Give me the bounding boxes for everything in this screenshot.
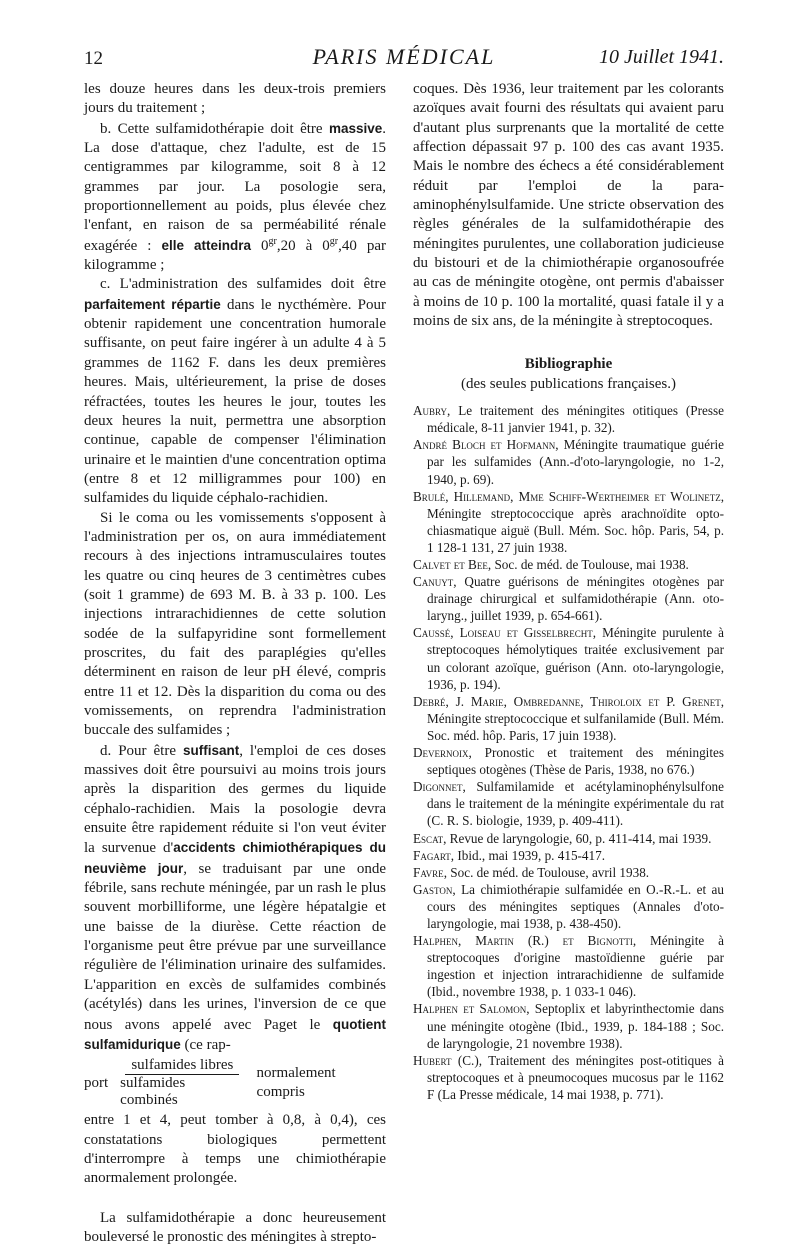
- right-column: [413, 80, 724, 1103]
- reference-entry: Halphen et Salomon, Septoplix et labyrinthectomie dans une méningite otogène (Ibid., 1939, p. 184-188 ; Soc. de laryngologie, 21 novembre 1938).: [413, 1001, 724, 1051]
- reference-entry: Hubert (C.), Traitement des méningites post-otitiques à streptocoques et à pneumocoques mucosus par le 1162 F (La Presse médicale, 14 mai 1938, p. 771).: [413, 1052, 724, 1102]
- reference-entry: André Bloch et Hofmann, Méningite traumatique guérie par les sulfamides (Ann.-d'oto-laryngologie, no 1-2, 1940, p. 69).: [413, 437, 724, 487]
- reference-entry: Halphen, Martin (R.) et Bignotti, Méningite à streptocoques d'origine mastoïdienne guérie par ingestion et injection intrarachidienne de sulfamide (Ibid., novembre 1938, p. 1 033-1 046).: [413, 933, 724, 1000]
- paragraph-c: c. L'administration des sulfamides doit être parfaitement répartie dans le nycthémère. Pour obtenir rapidement une concentration humorale suffisante, on peut faire ingérer à un adulte 4 à 5 grammes de 1162 F. dans les deux premières heures. Mais, ultérieurement, la prise de doses réfractées, toutes les heures le jour, toutes les deux heures la nuit, permettra une absorption continue, capable de compenser l'élimination urinaire et le maintien d'une concentration optima (entre 8 et 12 milligrammes pour 100) en sulfamides du liquide céphalo-rachidien.: [84, 276, 386, 507]
- reference-entry: Digonnet, Sulfamilamide et acétylaminophénylsulfone dans le traitement de la méningite expérimentale du rat (C. R. S. biologie, 1939, p. 409-411).: [413, 779, 724, 829]
- reference-entry: Fagart, Ibid., mai 1939, p. 415-417.: [413, 847, 606, 863]
- issue-date: 10 Juillet 1941.: [599, 46, 724, 68]
- reference-entry: Debré, J. Marie, Ombredanne, Thiroloix et P. Grenet, Méningite streptococcique et sulfanilamide (Bull. Mém. Soc. méd. hôp. Paris, 17 juin 1938).: [413, 693, 724, 743]
- reference-entry: Escat, Revue de laryngologie, 60, p. 411-414, mai 1939.: [413, 830, 712, 846]
- reference-entry: Caussé, Loiseau et Gisselbrecht, Méningite purulente à streptocoques hémolytiques traitée exclusivement par un colorant azoïque, guérison (Ann. oto-laryngologie, 1936, p. 194).: [413, 625, 724, 692]
- fraction: [114, 1057, 250, 1109]
- journal-title: PARIS MÉDICAL: [312, 44, 496, 69]
- bibliography-subtitle: (des seules publications françaises.): [461, 375, 676, 392]
- fraction-numerator: sulfamides libres: [125, 1057, 239, 1075]
- paragraph: entre 1 et 4, peut tomber à 0,8, à 0,4), ces constatations biologiques permettent d'interrompre à temps une chimiothérapie anormalement prolongée.: [84, 1112, 386, 1187]
- reference-entry: Brulé, Hillemand, Mme Schiff-Wertheimer et Wolinetz, Méningite streptococcique après arachnoïdite opto-chiasmatique aiguë (Bull. Mém. Soc. hôp. Paris, 54, p. 1 128-1 131, 27 juin 1938.: [413, 488, 724, 555]
- paragraph-b: b. Cette sulfamidothérapie doit être massive. La dose d'attaque, chez l'adulte, est de 15 centigrammes par kilogramme, soit 8 à 12 grammes par jour. La posologie sera, proportionnellement au poids, plus élevée chez l'enfant, en raison de sa perméabilité rénale exagérée : elle atteindra $0^{gr},20$ à $0^{gr},40$ par kilogramme ;: [84, 120, 386, 274]
- running-header: [84, 44, 724, 74]
- paragraph: La sulfamidothérapie a donc heureusement bouleversé le pronostic des méningites à strepto-: [84, 1209, 386, 1245]
- paragraph: Si le coma ou les vomissements s'opposent à l'administration per os, on aura immédiatement recours à des injections intramusculaires toutes les quatre ou cinq heures de 3 centimètres cubes (soit 1 gramme) de 693 M. B. à 33 p. 100. Les injections intrarachidiennes de cette solution sodée de la sulfapyridine sont formellement proscrites, du fait des paraplégies qu'elles déterminent en raison de leur pH élevé, compris entre 11 et 12. Dès la disparition du coma ou des vomissements, on reprendra l'administration buccale des sulfamides ;: [84, 509, 386, 739]
- bibliography-heading: Bibliographie: [524, 356, 613, 373]
- reference-entry: Favre, Soc. de méd. de Toulouse, avril 1938.: [413, 864, 650, 880]
- paragraph-d: d. Pour être suffisant, l'emploi de ces doses massives doit être poursuivi au moins trois jours après la disparition des germes du liquide céphalo-rachidien. Mais la posologie devra ensuite être rapidement réduite si l'on veut éviter la survenue d'accidents chimiothérapiques du neuvième jour, se traduisant par une onde fébrile, sans rechute méningée, par un rash le plus souvent morbilliforme, une légère hépatalgie et une baisse de la diurèse. Cette réaction de l'organisme peut être prévue par une surveillance régulière de l'élimination urinaire des sulfamides. L'apparition en excès de sulfamides combinés (acétylés) dans les urines, l'inversion de ce que nous avons appelé avec Paget le quotient sulfamidurique (ce rap-: [84, 742, 386, 1053]
- paragraph: les douze heures dans les deux-trois premiers jours du traitement ;: [84, 81, 386, 117]
- left-column: [84, 80, 386, 1247]
- paragraph: coques. Dès 1936, leur traitement par les colorants azoïques avait fourni des résultats qui avaient paru d'autant plus surprenants que la mortalité de cette affection dépassait 97 p. 100 des cas avant 1935. Mais le nombre des échecs a été considérablement réduit par l'emploi de la para-aminophénylsulfamide. Une stricte observation des règles générales de la sulfamidothérapie des méningites purulentes, une collaboration judicieuse du bistouri et de la chimiothérapie organosoufrée au cas de méningite otogène, ont permis d'abaisser à moins de 10 p. 100 la mortalité, quasi fatale il y a moins de six ans, de la méningite à streptocoques.: [413, 81, 724, 330]
- page-number: 12: [84, 48, 103, 69]
- reference-entry: Gaston, La chimiothérapie sulfamidée en O.-R.-L. et au cours des méningites septiques (Annales d'oto-laryngologie, mai 1938, p. 438-450).: [413, 881, 724, 931]
- sulfamiduric-quotient-formula: port $\frac{\text{sulfamides libres}}{\text{sulfamides combinés}}$ normalement compris: [84, 1057, 336, 1109]
- reference-entry: Canuyt, Quatre guérisons de méningites otogènes par drainage chirurgical et sulfamidothérapie (Ann. oto-laryng., juillet 1939, p. 654-661).: [413, 574, 724, 624]
- reference-list: [413, 402, 724, 1103]
- reference-entry: Devernoix, Pronostic et traitement des méningites septiques otogènes (Thèse de Paris, 1938, no 676.): [413, 745, 724, 778]
- reference-entry: Calvet et Bee, Soc. de méd. de Toulouse, mai 1938.: [413, 557, 689, 572]
- fraction-denominator: sulfamides combinés: [120, 1075, 186, 1109]
- reference-entry: Aubry, Le traitement des méningites otitiques (Presse médicale, 8-11 janvier 1941, p. 32).: [413, 403, 724, 436]
